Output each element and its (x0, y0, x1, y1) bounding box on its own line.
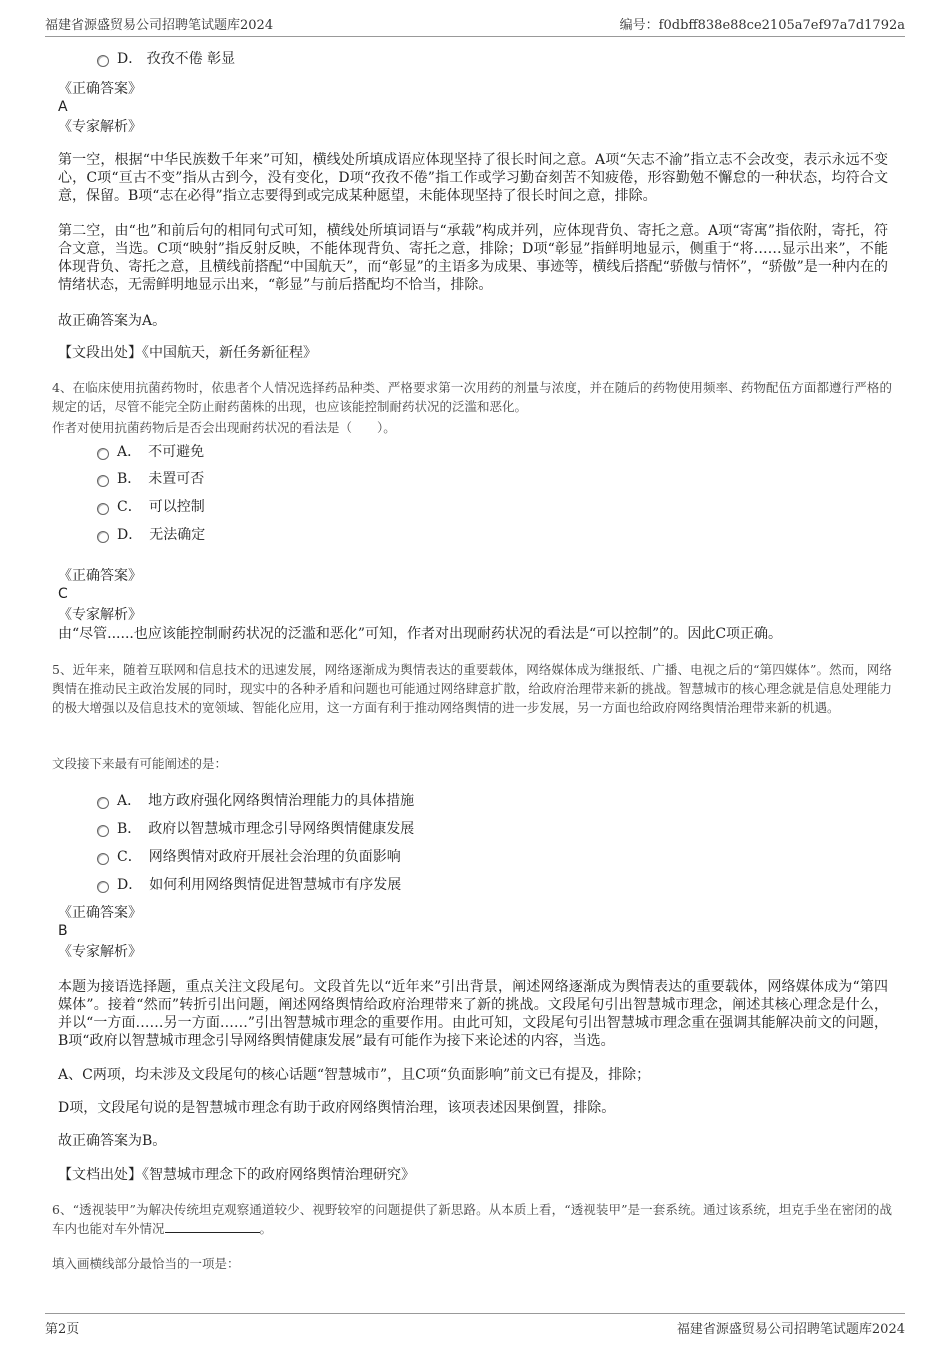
header-title: 福建省源盛贸易公司招聘笔试题库2024 (45, 18, 274, 33)
q4-option-d[interactable]: D． 无法确定 (97, 524, 205, 544)
radio-icon[interactable] (97, 825, 109, 837)
q5-answer-label: 《正确答案》 (58, 905, 142, 921)
radio-icon[interactable] (97, 797, 109, 809)
q3-option-d[interactable]: D． 孜孜不倦 彰显 (97, 48, 235, 68)
q5-analysis-p1: 本题为接语选择题，重点关注文段尾句。文段首先以“近年来”引出背景，阐述网络逐渐成为舆情表达的重要载体，网络媒体成为“第四媒体”。接着“然而”转折引出问题，阐述网络舆情给政府治理带来了新的挑战。文段尾句引出智慧城市理念，阐述其核心理念是什么，并以“一方面……另一方面……”引出智慧城市理念的重要作用。由此可知，文段尾句引出智慧城市理念重在强调其能解决前文的问题，B项“政府以智慧城市理念引导网络舆情健康发展”最有可能作为接下来论述的内容，当选。 (58, 979, 888, 1049)
q5-analysis-label: 《专家解析》 (58, 944, 142, 960)
q3-conclusion: 故正确答案为A。 (58, 313, 167, 329)
q4-answer-label: 《正确答案》 (58, 568, 142, 584)
q3-source: 【文段出处】《中国航天，新任务新征程》 (58, 345, 317, 361)
q5-option-c[interactable]: C． 网络舆情对政府开展社会治理的负面影响 (97, 846, 401, 866)
page-footer (45, 1313, 905, 1338)
q5-conclusion: 故正确答案为B。 (58, 1133, 167, 1149)
answer-blank (165, 1220, 260, 1233)
radio-icon[interactable] (97, 448, 109, 460)
q5-analysis-p3: D项，文段尾句说的是智慧城市理念有助于政府网络舆情治理，该项表述因果倒置，排除。 (58, 1100, 616, 1116)
q6-question: 填入画横线部分最恰当的一项是： (52, 1256, 240, 1271)
q5-analysis-p2: A、C两项，均未涉及文段尾句的核心话题“智慧城市”，且C项“负面影响”前文已有提及，排除； (58, 1067, 651, 1083)
q5-question: 文段接下来最有可能阐述的是： (52, 756, 228, 771)
radio-icon[interactable] (97, 531, 109, 543)
q3-answer-label: 《正确答案》 (58, 81, 142, 97)
q5-stem: 5、近年来，随着互联网和信息技术的迅速发展，网络逐渐成为舆情表达的重要载体，网络媒体成为继报纸、广播、电视之后的“第四媒体”。然而，网络舆情在推动民主政治发展的同时，现实中的各种矛盾和问题也可能通过网络肆意扩散，给政府治理带来新的挑战。智慧城市的核心理念就是信息处理能力的极大增强以及信息技术的宽领域、智能化应用，这一方面有利于推动网络舆情的进一步发展，另一方面也给政府网络舆情治理带来新的机遇。 (52, 662, 892, 715)
q4-option-a[interactable]: A． 不可避免 (97, 441, 204, 461)
q3-analysis-p1: 第一空，根据“中华民族数千年来”可知，横线处所填成语应体现坚持了很长时间之意。A项“矢志不渝”指立志不会改变，表示永远不变心，C项“亘古不变”指从古到今，没有变化，D项“孜孜不倦”指工作或学习勤奋刻苦不知疲倦，形容勤勉不懈怠的一种状态，均符合文意，保留。B项“志在必得”指立志要得到或完成某种愿望，未能体现坚持了很长时间之意，排除。 (58, 152, 888, 204)
q4-option-b[interactable]: B． 未置可否 (97, 468, 204, 488)
q3-analysis-label: 《专家解析》 (58, 119, 142, 135)
q5-option-a[interactable]: A． 地方政府强化网络舆情治理能力的具体措施 (97, 790, 414, 810)
q4-analysis-label: 《专家解析》 (58, 607, 142, 623)
q5-answer: B (58, 923, 68, 939)
page-header (45, 10, 905, 37)
radio-icon[interactable] (97, 503, 109, 515)
q5-source: 【文档出处】《智慧城市理念下的政府网络舆情治理研究》 (58, 1167, 415, 1183)
page-number: 第2页 (45, 1322, 80, 1337)
q5-option-d[interactable]: D． 如何利用网络舆情促进智慧城市有序发展 (97, 874, 401, 894)
q6-stem: 6、“透视装甲”为解决传统坦克观察通道较少、视野较窄的问题提供了新思路。从本质上看，“透视装甲”是一套系统。通过该系统，坦克手坐在密闭的战车内也能对车外情况 。 (52, 1202, 892, 1236)
q4-stem: 4、在临床使用抗菌药物时，依患者个人情况选择药品种类、严格要求第一次用药的剂量与浓度，并在随后的药物使用频率、药物配伍方面都遵行严格的规定的话，尽管不能完全防止耐药菌株的出现，也应该能控制耐药状况的泛滥和恶化。 (52, 380, 892, 414)
footer-title: 福建省源盛贸易公司招聘笔试题库2024 (676, 1322, 905, 1337)
q3-answer: A (58, 99, 68, 115)
header-doc-id: 编号：f0dbff838e88ce2105a7ef97a7d1792a (619, 18, 905, 33)
q4-option-c[interactable]: C． 可以控制 (97, 496, 205, 516)
radio-icon[interactable] (97, 853, 109, 865)
radio-icon[interactable] (97, 475, 109, 487)
q4-question: 作者对使用抗菌药物后是否会出现耐药状况的看法是（ ）。 (52, 420, 396, 435)
radio-icon[interactable] (97, 881, 109, 893)
q4-analysis: 由“尽管......也应该能控制耐药状况的泛滥和恶化”可知，作者对出现耐药状况的看法是“可以控制”的。因此C项正确。 (58, 626, 783, 642)
q4-answer: C (58, 586, 68, 602)
q3-analysis-p2: 第二空，由“也”和前后句的相同句式可知，横线处所填词语与“承载”构成并列，应体现背负、寄托之意。A项“寄寓”指依附，寄托，符合文意，当选。C项“映射”指反射反映，不能体现背负、寄托之意，排除；D项“彰显”指鲜明地显示，侧重于“将……显示出来”，不能体现背负、寄托之意，且横线前搭配“中国航天”，而“彰显”的主语多为成果、事迹等，横线后搭配“骄傲与情怀”，“骄傲”是一种内在的情绪状态，无需鲜明地显示出来，“彰显”与前后搭配均不恰当，排除。 (58, 223, 888, 293)
q5-option-b[interactable]: B． 政府以智慧城市理念引导网络舆情健康发展 (97, 818, 414, 838)
radio-icon[interactable] (97, 55, 109, 67)
